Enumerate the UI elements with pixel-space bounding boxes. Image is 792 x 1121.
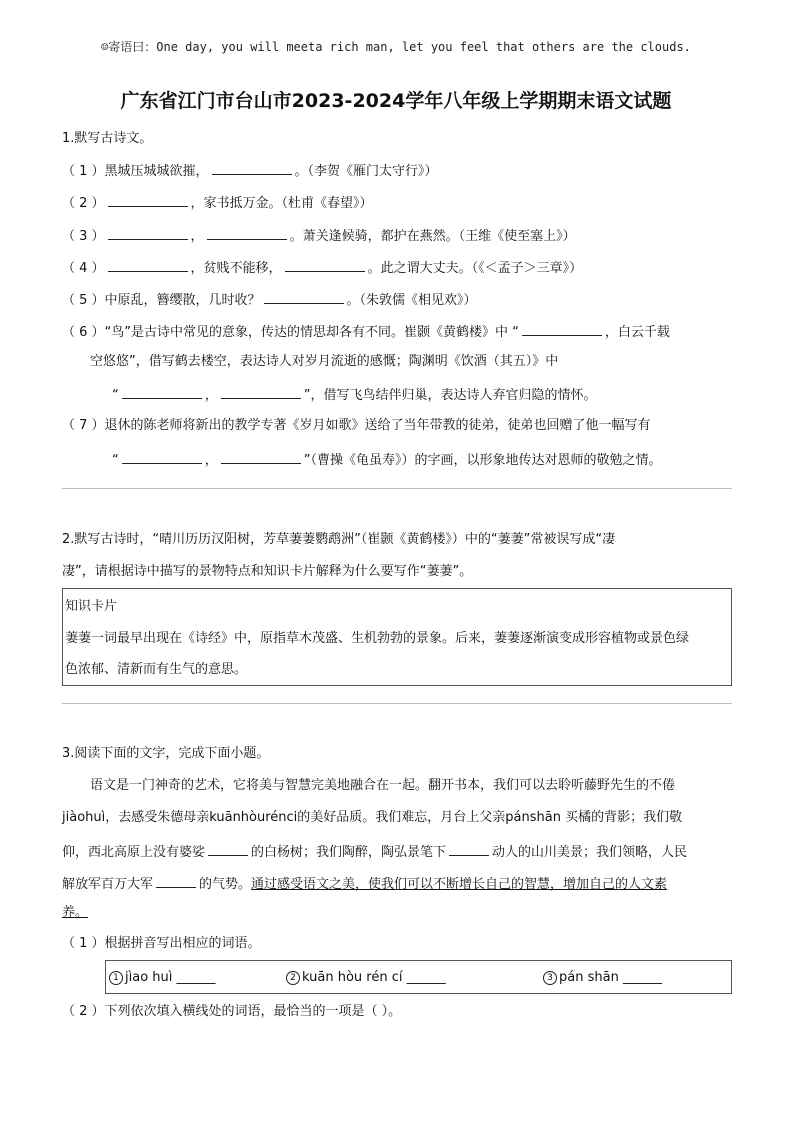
answer-blank[interactable]	[156, 874, 196, 888]
q1-l2-text: ，家书抵万金。（杜甫《春望》）	[190, 196, 373, 211]
q3-p3-b: 的白杨树；我们陶醉，陶弘景笔下	[251, 845, 447, 860]
answer-blank[interactable]	[522, 322, 602, 336]
answer-blank[interactable]	[108, 226, 188, 240]
divider	[62, 703, 732, 704]
q1-l6-tail: ”，借写飞鸟结伴归巢，表达诗人弃官归隐的情怀。	[303, 388, 597, 403]
q1-l4-source: 。此之谓大丈夫。（《＜孟子＞三章》）	[367, 261, 583, 276]
q1-l6-text: （ 6 ）“鸟”是古诗中常见的意象，传达的情思却各有不同。崔颢《黄鹤楼》中 “	[62, 325, 519, 340]
answer-blank[interactable]	[221, 385, 301, 399]
q1-l7-tail: ”（曹操《龟虽寿》）的字画，以形象地传达对恩师的敬勉之情。	[303, 453, 662, 468]
q1-line-7-blanks	[112, 450, 662, 470]
q1-l6-text-end: ，白云千载	[604, 325, 670, 340]
q1-line-6-blanks	[112, 385, 597, 405]
q1-l3-text: 。萧关逢候骑，都护在燕然。（王维《使至塞上》）	[289, 229, 576, 244]
q3-para-5: 养。	[62, 905, 89, 920]
answer-blank[interactable]	[285, 258, 365, 272]
pinyin-text: kuān hòu rén cí ______	[302, 970, 446, 985]
q1-line-5	[62, 290, 477, 310]
q3-sub-2: （ 2 ）下列依次填入横线处的词语，最恰当的一项是（ ）。	[62, 1004, 402, 1019]
answer-blank[interactable]	[449, 842, 489, 856]
q3-para-2: jiàohuì，去感受朱德母亲kuānhòurénci的美好品质。我们难忘，月台上父亲pánshān 买橘的背影；我们敬	[62, 810, 683, 825]
pinyin-table	[105, 960, 732, 994]
pinyin-item-2[interactable]	[286, 969, 446, 987]
q1-l5-text: （ 5 ）中原乱，簪缨散，几时收？	[62, 293, 261, 308]
q1-l4-num: （ 4 ）	[62, 261, 105, 276]
answer-blank[interactable]	[108, 258, 188, 272]
q1-l5-source: 。（朱敦儒《相见欢》）	[346, 293, 477, 308]
open-quote: “	[112, 388, 119, 403]
answer-blank[interactable]	[122, 385, 202, 399]
q3-p3-a: 仰，西北高原上没有婆娑	[62, 845, 206, 860]
q3-stem: 3.阅读下面的文字，完成下面小题。	[62, 746, 270, 761]
q1-stem: 1.默写古诗文。	[62, 131, 153, 146]
pinyin-text: jìao huì ______	[125, 970, 216, 985]
q1-line-6-cont: 空悠悠”，借写鹤去楼空，表达诗人对岁月流逝的感慨；陶渊明《饮酒（其五）》中	[90, 354, 559, 369]
q2-line-2: 凄”，请根据诗中描写的景物特点和知识卡片解释为什么要写作“萋萋”。	[62, 564, 473, 579]
pinyin-text: pán shān ______	[559, 970, 662, 985]
open-quote: “	[112, 453, 119, 468]
circled-number: 1	[109, 971, 123, 985]
q1-line-4	[62, 258, 582, 278]
q2-line-1: 2.默写古诗时，“晴川历历汉阳树，芳草萋萋鹦鹉洲”（崔颢《黄鹤楼》）中的“萋萋”常被误写成“凄	[62, 532, 616, 547]
q3-para-1: 语文是一门神奇的艺术，它将美与智慧完美地融合在一起。翻开书本，我们可以去聆听藤野先生的不倦	[90, 778, 676, 793]
pinyin-item-1[interactable]	[109, 969, 216, 987]
q1-l1-source: 。（李贺《雁门太守行》）	[294, 164, 438, 179]
knowledge-card	[62, 588, 732, 686]
q1-l4-text: ，贫贱不能移，	[190, 261, 282, 276]
answer-blank[interactable]	[208, 842, 248, 856]
q1-line-6	[62, 322, 670, 342]
answer-blank[interactable]	[264, 290, 344, 304]
q3-sub-1: （ 1 ）根据拼音写出相应的词语。	[62, 936, 261, 951]
comma: ，	[204, 453, 218, 468]
q1-l3-num: （ 3 ）	[62, 229, 105, 244]
answer-blank[interactable]	[221, 450, 301, 464]
circled-number: 2	[286, 971, 300, 985]
card-title: 知识卡片	[65, 599, 118, 614]
page-title: 广东省江门市台山市2023-2024学年八年级上学期期末语文试题	[120, 90, 672, 112]
answer-blank[interactable]	[207, 226, 287, 240]
q1-line-2	[62, 193, 373, 213]
q1-l1-text: （ 1 ）黑城压城城欲摧，	[62, 164, 209, 179]
motto-header: ☺寄语曰：One day, you will meeta rich man, let you feel that others are the clouds.	[101, 40, 691, 54]
circled-number: 3	[543, 971, 557, 985]
card-text-1: 萋萋一词最早出现在《诗经》中，原指草木茂盛、生机勃勃的景象。后来，萋萋逐渐演变成形容植物或景色绿	[65, 631, 690, 646]
q3-p4-a: 解放军百万大军	[62, 877, 154, 892]
q3-para-4	[62, 874, 667, 894]
q1-l2-num: （ 2 ）	[62, 196, 105, 211]
q1-line-1	[62, 161, 438, 181]
q3-para-3	[62, 842, 687, 862]
q3-p3-c: 动人的山川美景；我们领略，人民	[492, 845, 688, 860]
underlined-sentence: 通过感受语文之美，使我们可以不断增长自己的智慧，增加自己的人文素	[251, 877, 668, 892]
divider	[62, 488, 732, 489]
q3-p4-b: 的气势。	[199, 877, 252, 892]
answer-blank[interactable]	[108, 193, 188, 207]
q1-l3-comma: ，	[190, 229, 204, 244]
answer-blank[interactable]	[212, 161, 292, 175]
q1-line-7: （ 7 ）退休的陈老师将新出的教学专著《岁月如歌》送给了当年带教的徒弟，徒弟也回赠了他一幅写有	[62, 418, 651, 433]
q1-line-3	[62, 226, 576, 246]
comma: ，	[204, 388, 218, 403]
answer-blank[interactable]	[122, 450, 202, 464]
pinyin-item-3[interactable]	[543, 969, 662, 987]
card-text-2: 色浓郁、清新而有生气的意思。	[65, 662, 248, 677]
